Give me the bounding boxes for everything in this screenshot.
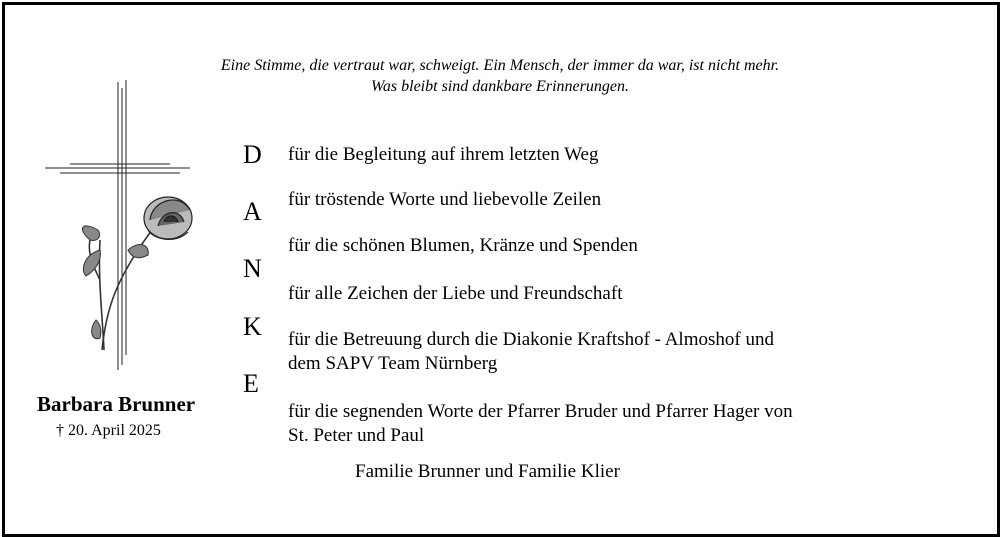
cross-with-rose-icon — [40, 80, 210, 380]
family-signature: Familie Brunner und Familie Klier — [355, 461, 620, 482]
deceased-name: Barbara Brunner — [37, 392, 196, 416]
thanks-line-3: für die schönen Blumen, Kränze und Spenden — [288, 235, 638, 256]
thanks-line-4: für alle Zeichen der Liebe und Freundschaft — [288, 283, 623, 304]
thanks-line-6-cont: St. Peter und Paul — [288, 425, 425, 446]
danke-letter-d: D — [243, 140, 262, 169]
thanks-line-1: für die Begleitung auf ihrem letzten Weg — [288, 144, 599, 165]
thanks-line-5-cont: dem SAPV Team Nürnberg — [288, 353, 498, 374]
danke-letter-a: A — [243, 197, 262, 226]
death-date: † 20. April 2025 — [56, 422, 161, 439]
thanks-line-6: für die segnenden Worte der Pfarrer Bruder und Pfarrer Hager von — [288, 401, 793, 422]
quote-line-1: Eine Stimme, die vertraut war, schweigt. Ein Mensch, der immer da war, ist nicht mehr. — [220, 57, 780, 74]
danke-letter-k: K — [243, 312, 262, 341]
quote-line-2: Was bleibt sind dankbare Erinnerungen. — [371, 78, 629, 95]
thanks-line-2: für tröstende Worte und liebevolle Zeilen — [288, 189, 602, 210]
thanks-line-5: für die Betreuung durch die Diakonie Kraftshof - Almoshof und — [288, 329, 774, 350]
danke-letter-e: E — [243, 369, 259, 398]
danke-letter-n: N — [243, 254, 262, 283]
